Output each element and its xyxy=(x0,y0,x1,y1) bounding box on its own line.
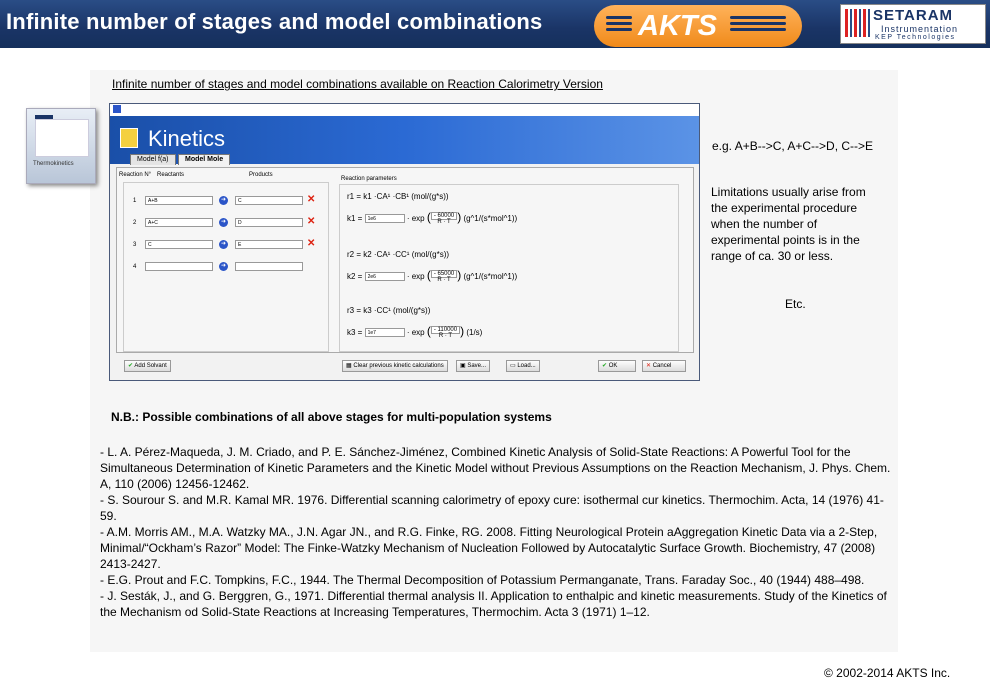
rate-unit: (mol/(g*s)) xyxy=(411,250,450,259)
arrow-right-icon: ➜ xyxy=(220,197,227,203)
rt-denominator: R · T xyxy=(437,276,451,283)
close-icon: ✕ xyxy=(646,363,652,369)
reactants-field[interactable] xyxy=(145,262,213,271)
reference-item: - J. Sesták, J., and G. Berggren, G., 1971. Differential thermal analysis II. Application to enthalpic and kinetic measurements. Study of the Kinetics of the Mechanism od Solid-State Reactions at Increasing Temperatures, Thermochim. Acta 3 (1971) 1–12. xyxy=(100,589,887,619)
clear-label: Clear previous kinetic calculations xyxy=(353,363,444,369)
check-icon: ✔ xyxy=(602,363,608,369)
rt-denominator: R · T xyxy=(437,218,451,225)
tab-model-fa[interactable]: Model f(a) xyxy=(130,154,176,165)
setaram-name: SETARAM xyxy=(873,7,954,24)
exp-label: · exp xyxy=(406,328,425,337)
limitations-line: experimental points is in the xyxy=(711,233,860,247)
k-unit: (g^1/(s*mol^1)) xyxy=(463,272,518,281)
delete-icon[interactable]: ✕ xyxy=(307,238,316,249)
k-label: k3 = xyxy=(347,328,363,337)
logo-stripes-icon xyxy=(606,16,632,36)
rate-equation: r1 = k1 ·CA¹ ·CB¹ xyxy=(347,192,410,201)
rate-equation: r3 = k3 ·CC¹ xyxy=(347,306,391,315)
clear-icon: ▦ xyxy=(346,363,352,369)
product-box-label: Thermokinetics xyxy=(33,161,74,167)
kinetics-title: Kinetics xyxy=(148,126,226,151)
ok-button[interactable] xyxy=(598,360,636,372)
reaction-number: 4 xyxy=(133,264,137,270)
ea-field[interactable]: - 65000 xyxy=(431,270,457,278)
product-box-image xyxy=(22,104,98,184)
setaram-mark-icon xyxy=(845,9,871,37)
exp-label: · exp xyxy=(406,272,425,281)
col-reactants-label: Reactants xyxy=(157,172,185,178)
reaction-number: 3 xyxy=(133,242,137,248)
ok-label: OK xyxy=(608,363,618,369)
reactants-field[interactable]: A+C xyxy=(145,218,213,227)
slide-header xyxy=(0,0,990,48)
app-icon xyxy=(113,105,121,113)
kinetics-window xyxy=(109,103,700,381)
kinetics-icon xyxy=(120,128,138,148)
reactants-field[interactable]: C xyxy=(145,240,213,249)
setaram-sub: Instrumentation xyxy=(881,24,959,34)
k-label: k1 = xyxy=(347,214,363,223)
arrow-right-icon: ➜ xyxy=(220,219,227,225)
products-field[interactable]: E xyxy=(235,240,303,249)
copyright: © 2002-2014 AKTS Inc. xyxy=(824,666,951,680)
col-reaction-label: Reaction N° xyxy=(119,172,152,178)
product-box-front xyxy=(26,108,96,184)
example-text: e.g. A+B-->C, A+C-->D, C-->E xyxy=(712,139,874,153)
limitations-text xyxy=(711,184,866,264)
etc-text: Etc. xyxy=(785,297,806,311)
delete-icon[interactable]: ✕ xyxy=(307,216,316,227)
nb-heading: N.B.: Possible combinations of all above stages for multi-population systems xyxy=(111,410,552,424)
k-label: k2 = xyxy=(347,272,363,281)
tab-model-mole[interactable]: Model Mole xyxy=(178,154,230,165)
add-solvent-label: Add Solvant xyxy=(134,363,167,369)
products-field[interactable]: C xyxy=(235,196,303,205)
content-subtitle: Infinite number of stages and model combinations available on Reaction Calorimetry Version xyxy=(112,77,603,91)
arrow-right-icon: ➜ xyxy=(220,263,227,269)
k-value-field[interactable]: 1e7 xyxy=(365,328,405,337)
akts-logo xyxy=(594,5,802,47)
product-screen-icon xyxy=(35,119,89,157)
products-field[interactable]: D xyxy=(235,218,303,227)
exp-label: · exp xyxy=(406,214,425,223)
k-value-field[interactable]: 1e6 xyxy=(365,214,405,223)
reaction-number: 2 xyxy=(133,220,137,226)
reactants-field[interactable]: A+B xyxy=(145,196,213,205)
delete-icon[interactable]: ✕ xyxy=(307,194,316,205)
rate-unit: (mol/(g*s)) xyxy=(411,192,449,201)
reference-item: - A.M. Morris AM., M.A. Watzky MA., J.N. Agar JN., and R.G. Finke, RG. 2008. Fitting Neurological Protein aAggregation Kinetic Data via a 2-Step, Minimal/“Ockham’s Razor” Model: The Finke-Watzky Mechanism of Nucleation Followed by Autocatalytic Surface Growth. Biochemistry, 47 (2008) 2413-2427. xyxy=(100,525,878,571)
add-solvent-button[interactable] xyxy=(124,360,171,372)
akts-logo-text: AKTS xyxy=(638,10,717,42)
slide-title: Infinite number of stages and model combinations xyxy=(6,9,543,34)
ea-field[interactable]: - 60000 xyxy=(431,212,457,220)
products-field[interactable] xyxy=(235,262,303,271)
ea-field[interactable]: - 110000 xyxy=(431,326,460,334)
reaction-number: 1 xyxy=(133,198,137,204)
k-value-field[interactable]: 2e6 xyxy=(365,272,405,281)
folder-icon: ▭ xyxy=(510,363,516,369)
check-icon: ✔ xyxy=(128,363,134,369)
limitations-line: Limitations usually arise from xyxy=(711,185,866,199)
rate-unit: (mol/(g*s)) xyxy=(393,306,431,315)
save-icon: ▣ xyxy=(460,363,466,369)
col-products-label: Products xyxy=(249,172,273,178)
cancel-button[interactable] xyxy=(642,360,686,372)
load-button[interactable] xyxy=(506,360,540,372)
arrow-right-icon: ➜ xyxy=(220,241,227,247)
k-unit: (g^1/(s*mol^1)) xyxy=(463,214,518,223)
limitations-line: when the number of xyxy=(711,217,818,231)
setaram-sub2: KEP Technologies xyxy=(875,34,956,41)
reference-item: - L. A. Pérez-Maqueda, J. M. Criado, and P. E. Sánchez-Jiménez, Combined Kinetic Analysis of Solid-State Reactions: A Powerful Tool for the Simultaneous Determination of Kinetic Parameters and the Kinetic Model without Previous Assumptions on the Reaction Mechanism, J. Phys. Chem. A, 110 (2006) 12456-12462. xyxy=(100,445,891,491)
reaction-params-label: Reaction parameters xyxy=(341,176,397,182)
limitations-line: the experimental procedure xyxy=(711,201,858,215)
reference-item: - S. Sourour S. and M.R. Kamal MR. 1976. Differential scanning calorimetry of epoxy cure: isothermal cur kinetics. Thermochim. Acta, 14 (1976) 41-59. xyxy=(100,493,884,523)
setaram-logo xyxy=(840,4,986,44)
references-list xyxy=(100,444,892,620)
rt-denominator: R · T xyxy=(438,332,453,339)
window-titlebar xyxy=(110,104,699,116)
save-label: Save... xyxy=(467,363,487,369)
limitations-line: range of ca. 30 or less. xyxy=(711,249,834,263)
rate-equation: r2 = k2 ·CA¹ ·CC¹ xyxy=(347,250,410,259)
cancel-label: Cancel xyxy=(652,363,672,369)
load-label: Load... xyxy=(517,363,536,369)
k-unit: (1/s) xyxy=(466,328,483,337)
reference-item: - E.G. Prout and F.C. Tompkins, F.C., 1944. The Thermal Decomposition of Potassium Permanganate, Trans. Faraday Soc., 40 (1944) 488–498. xyxy=(100,573,865,587)
logo-stripes-icon xyxy=(730,16,786,36)
model-form: Reaction N° Reactants Products 1 A+B ➜ C ✕ 2 A+C ➜ D ✕ 3 C ➜ E ✕ 4 ➜ Reaction parameters r1 = k1 ·CA¹ ·CB¹ (mol/(g*s)) $k1 = 1e6 \cdot \exp (\frac{- 60000}{R \cdot T})$ (g^1/(s*mol^1)) r2 = k2 ·CA¹ ·CC¹ (mol/(g*s)) $k2 = 2e6 \cdot \exp (\frac{- 65000}{R \cdot T})$ (g^1/(s*mol^1)) r3 = k3 ·CC¹ (mol/(g*s)) $k3 = 1e7 \cdot \exp (\frac{- 110000}{R \cdot T})$ (1/s) xyxy=(116,167,694,353)
save-button[interactable] xyxy=(456,360,490,372)
clear-calculations-button[interactable] xyxy=(342,360,448,372)
